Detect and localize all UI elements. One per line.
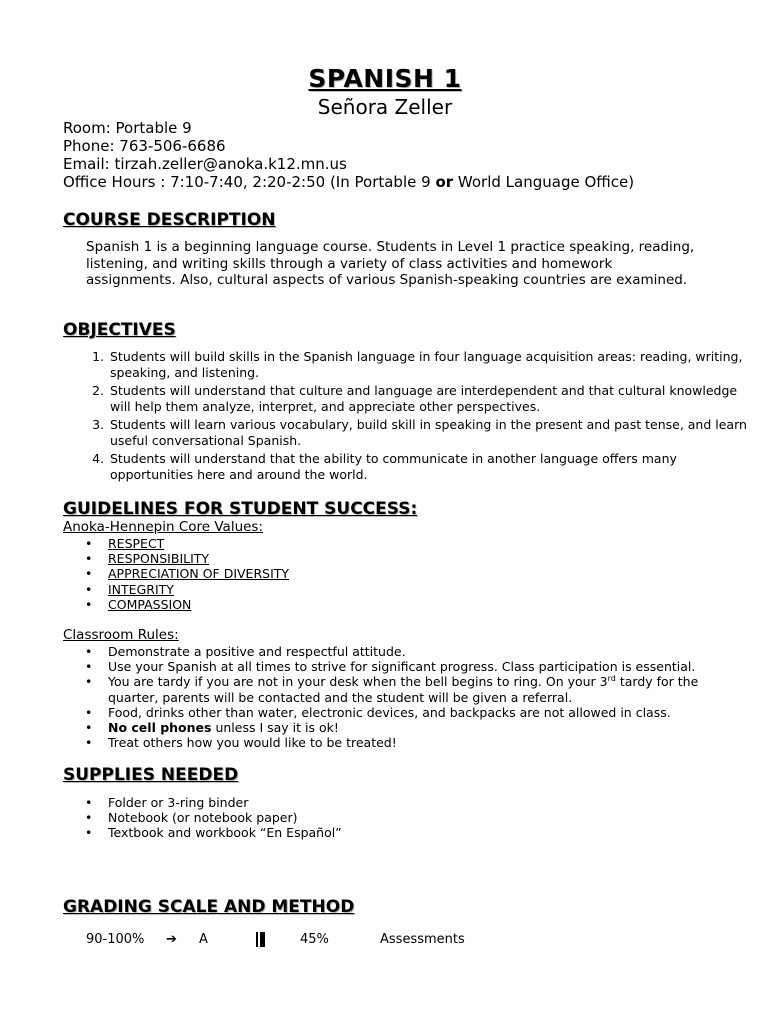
office-hours-or: or [435,173,454,191]
rule-text: unless I say it is ok! [211,720,339,736]
objective-item: 2. Students will understand that culture and language are interdependent and that cultural knowledge will help them analyze, interpret, and appreciate other perspectives. [108,383,758,415]
phone-line: Phone: 763-506-6686 [63,137,226,155]
page-title: SPANISH 1 [308,64,462,93]
supply-item: Notebook (or notebook paper) [108,810,298,826]
objective-item: 3. Students will learn various vocabulary, build skill in speaking in the present and past tense, and learn useful conversational Spanish. [108,417,758,449]
core-value: COMPASSION [108,596,192,612]
list-item [63,674,723,704]
bullet: • [85,735,93,751]
core-value: APPRECIATION OF DIVERSITY [108,566,290,582]
bullet: • [85,659,93,675]
list-item [63,720,723,735]
list-item [63,582,723,597]
bullet: • [85,704,93,720]
list-item [63,659,723,674]
supplies-list [63,795,723,841]
course-description-text: Spanish 1 is a beginning language course. Students in Level 1 practice speaking, reading, listening, and writing skills through a variety of class activities and homework assignments. Also, cultural aspects of various Spanish-speaking countries are examined. [86,239,695,288]
rule-text: Use your Spanish at all times to strive for significant progress. Class participation is essential. [108,659,696,675]
bullet: • [85,720,93,736]
rule-text: Demonstrate a positive and respectful attitude. [108,644,406,659]
list-item [63,795,723,810]
core-value: RESPECT [108,536,165,551]
teacher-name: Señora Zeller [317,95,453,119]
core-value: RESPONSIBILITY [108,551,210,567]
bullet: • [85,596,93,612]
objectives-heading: OBJECTIVES [63,320,176,340]
course-description-heading: COURSE DESCRIPTION [63,210,276,230]
bullet: • [85,551,93,567]
grade-letter: A [199,932,208,947]
bullet: • [85,536,93,551]
guidelines-heading: GUIDELINES FOR STUDENT SUCCESS: [63,499,418,519]
bullet: • [85,674,93,690]
core-value: INTEGRITY [108,581,174,597]
classroom-rules-heading: Classroom Rules: [63,627,179,643]
list-item [63,810,723,825]
list-item [63,551,723,566]
office-hours-suffix: World Language Office) [453,173,635,191]
bullet: • [85,810,93,826]
rule-bold-text: No cell phones [108,720,212,736]
rule-text: tardy for the quarter, parents will be contacted and the student will be given a referral. [108,674,699,705]
email-line: Email: tirzah.zeller@anoka.k12.mn.us [63,155,347,173]
bullet: • [85,825,93,841]
list-item [63,644,723,659]
supplies-heading: SUPPLIES NEEDED [63,765,239,785]
office-hours-prefix: Office Hours : 7:10-7:40, 2:20-2:50 (In Portable 9 [63,173,436,191]
rule-text: Food, drinks other than water, electronic devices, and backpacks are not allowed in class. [108,704,671,720]
office-hours-line [63,173,634,191]
list-item [63,735,723,750]
bullet: • [85,644,93,659]
list-item [63,597,723,612]
bullet: • [85,581,93,597]
objective-item: 4. Students will understand that the ability to communicate in another language offers many opportunities here and around the world. [108,451,758,483]
bullet: • [85,566,93,582]
list-item [63,536,723,551]
grading-heading: GRADING SCALE AND METHOD [63,897,355,917]
grade-category: Assessments [380,932,465,947]
core-values-heading: Anoka-Hennepin Core Values: [63,519,264,535]
grade-weight: 45% [300,932,329,947]
contact-info [63,119,634,191]
list-item [63,825,723,840]
rule-text: Treat others how you would like to be treated! [108,735,397,751]
bullet: • [85,795,93,810]
classroom-rules-list [63,644,723,750]
column-separator [258,932,265,951]
list-item [63,566,723,581]
objective-item: 1. Students will build skills in the Spanish language in four language acquisition areas: reading, writing, speaking, and listening. [108,349,758,381]
grade-range: 90-100% [86,932,145,947]
core-values-list [63,536,723,612]
supply-item: Textbook and workbook “En Español” [108,825,342,841]
room-line: Room: Portable 9 [63,119,192,137]
supply-item: Folder or 3-ring binder [108,795,249,810]
rule-text: You are tardy if you are not in your desk when the bell begins to ring. On your 3 [108,674,608,690]
arrow-icon: ➔ [166,932,177,947]
grading-row [86,932,506,948]
list-item [63,705,723,720]
objectives-list [63,349,758,485]
rule-superscript: rd [607,674,616,684]
